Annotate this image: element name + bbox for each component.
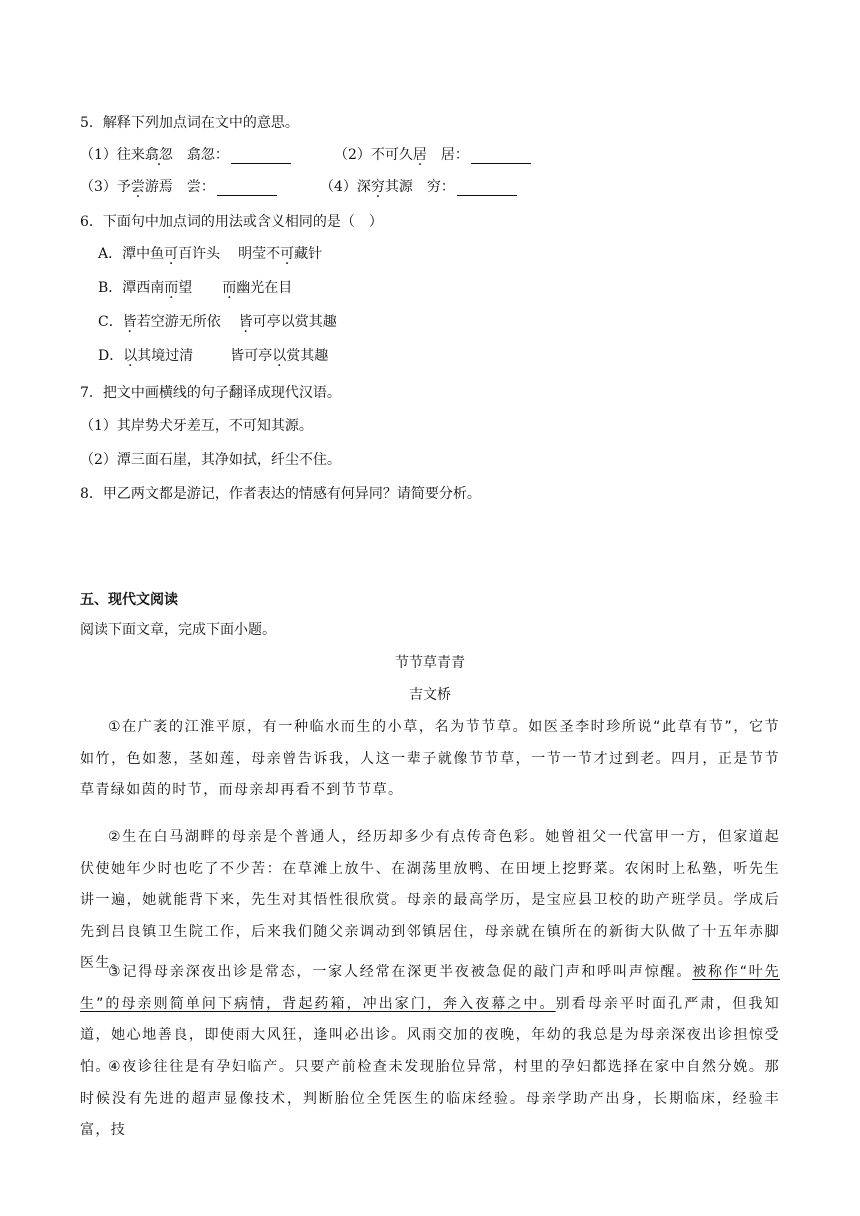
- article-title: 节节草青青: [395, 655, 465, 671]
- q7-title: 7．把文中画横线的句子翻译成现代汉语。: [80, 385, 341, 401]
- answer-blank[interactable]: [471, 149, 531, 164]
- q5-item-4: [320, 178, 517, 196]
- dotted-word: 而: [164, 280, 179, 296]
- q5-item-text: 游焉: [144, 179, 173, 195]
- q7-item-2: （2）潭三面石崖，其净如拭，纤尘不住。: [80, 452, 341, 468]
- option-text: 藏针: [294, 246, 323, 262]
- paragraph-text: ③记得母亲深夜出诊是常态，一家人经常在深更半夜被急促的敲门声和呼叫声惊醒。: [108, 964, 693, 980]
- q6-option-c[interactable]: [98, 313, 337, 331]
- q5-item-num: （3）: [80, 179, 117, 195]
- dotted-word: 可: [280, 246, 295, 262]
- q5-item-text: 深: [356, 179, 371, 195]
- dotted-word: 可: [164, 246, 179, 262]
- section-heading: 五、现代文阅读: [80, 592, 178, 608]
- option-text: 赏其趣: [286, 348, 329, 364]
- article-paragraph-4: ④夜诊往往是有孕妇临产。只要产前检查未发现胎位异常，村里的孕妇都选择在家中自然分娩。那时候没有先进的超声显像技术，判断胎位全凭医生的临床经验。母亲学助产出身，长期临床，经验丰富，技: [80, 1059, 780, 1138]
- option-text: 皆可亭: [230, 348, 273, 364]
- q6-title: 6．下面句中加点词的用法或含义相同的是（ ）: [80, 214, 383, 230]
- option-label: D．: [98, 348, 124, 364]
- option-label: A．: [98, 246, 123, 262]
- q5-item-gloss: 翕忽：: [186, 147, 229, 163]
- q5-title: 5．解释下列加点词在文中的意思。: [80, 115, 299, 131]
- option-text: 百许头: [178, 246, 221, 262]
- section-instruction: 阅读下面文章，完成下面小题。: [80, 622, 276, 638]
- q6-option-a[interactable]: [98, 245, 322, 263]
- option-text: 潭西南: [122, 280, 165, 296]
- option-text: 幽光在目: [236, 280, 293, 296]
- option-text: 望: [178, 280, 193, 296]
- answer-blank[interactable]: [231, 149, 291, 164]
- option-text: 可亭以赏其趣: [252, 314, 337, 330]
- article-author: 吉文桥: [409, 687, 451, 703]
- dotted-word: 皆: [238, 314, 253, 330]
- q5-item-text: 予: [116, 179, 131, 195]
- dotted-word: 尝: [130, 179, 145, 195]
- option-text: 其境过清: [137, 348, 194, 364]
- underlined-sentence: 被称作“叶先生”的母亲则简单问下病情，背起药箱，冲出家门，奔入夜幕之中。: [80, 964, 780, 1012]
- q5-item-1: [80, 146, 291, 164]
- paragraph-text: 别看母亲平时面孔严肃，但我知道，她心地善良，即使雨大风狂，逢叫必出诊。风雨交加的夜晚，年幼的我总是为母亲深夜出诊担惊受怕。: [80, 995, 780, 1075]
- option-text: 明莹不: [238, 246, 281, 262]
- dotted-word: 穷: [370, 179, 385, 195]
- dotted-word: 以: [272, 348, 287, 364]
- q6-option-d[interactable]: [98, 347, 328, 365]
- q5-item-gloss: 尝：: [186, 179, 215, 195]
- q5-item-text: 其源: [384, 179, 413, 195]
- option-text: 潭中鱼: [122, 246, 165, 262]
- q5-item-text: 往来: [116, 147, 145, 163]
- article-paragraph-2: ②生在白马湖畔的母亲是个普通人，经历却多少有点传奇色彩。她曾祖父一代富甲一方，但家道起伏使她年少时也吃了不少苦：在草滩上放牛、在湖荡里放鸭、在田埂上挖野菜。农闲时上私塾，听先生讲一遍，她就能背下来，先生对其悟性很欣赏。母亲的最高学历，是宝应县卫校的助产班学员。学成后先到吕良镇卫生院工作，后来我们随父亲调动到邻镇居住，母亲就在镇所在的新街大队做了十五年赤脚医生。: [80, 829, 780, 971]
- option-label: B．: [98, 280, 123, 296]
- answer-blank[interactable]: [457, 181, 517, 196]
- q5-item-gloss: 居：: [440, 147, 469, 163]
- q5-item-2: [334, 146, 531, 164]
- q5-item-3: [80, 178, 277, 196]
- q6-option-b[interactable]: [98, 279, 292, 297]
- q5-item-num: （1）: [80, 147, 117, 163]
- q5-item-text: 不可久: [370, 147, 413, 163]
- dotted-word: 居: [412, 147, 427, 163]
- article-paragraph-1: ①在广袤的江淮平原，有一种临水而生的小草，名为节节草。如医圣李时珍所说“此草有节”，它节如竹，色如葱，茎如莲，母亲曾告诉我，人这一辈子就像节节草，一节一节才过到老。四月，正是节节草青绿如茵的时节，而母亲却再看不到节节草。: [80, 719, 780, 798]
- dotted-word: 以: [123, 348, 138, 364]
- dotted-word: 皆: [122, 314, 137, 330]
- dotted-word: 而: [222, 280, 237, 296]
- option-text: 若空游无所依: [136, 314, 221, 330]
- q8-title: 8．甲乙两文都是游记，作者表达的情感有何异同？请简要分析。: [80, 486, 481, 502]
- option-label: C．: [98, 314, 123, 330]
- answer-blank[interactable]: [217, 181, 277, 196]
- q7-item-1: （1）其岸势犬牙差互，不可知其源。: [80, 418, 313, 434]
- q5-item-num: （2）: [334, 147, 371, 163]
- dotted-word: 翕忽: [144, 147, 173, 163]
- q5-item-gloss: 穷：: [426, 179, 455, 195]
- q5-item-num: （4）: [320, 179, 357, 195]
